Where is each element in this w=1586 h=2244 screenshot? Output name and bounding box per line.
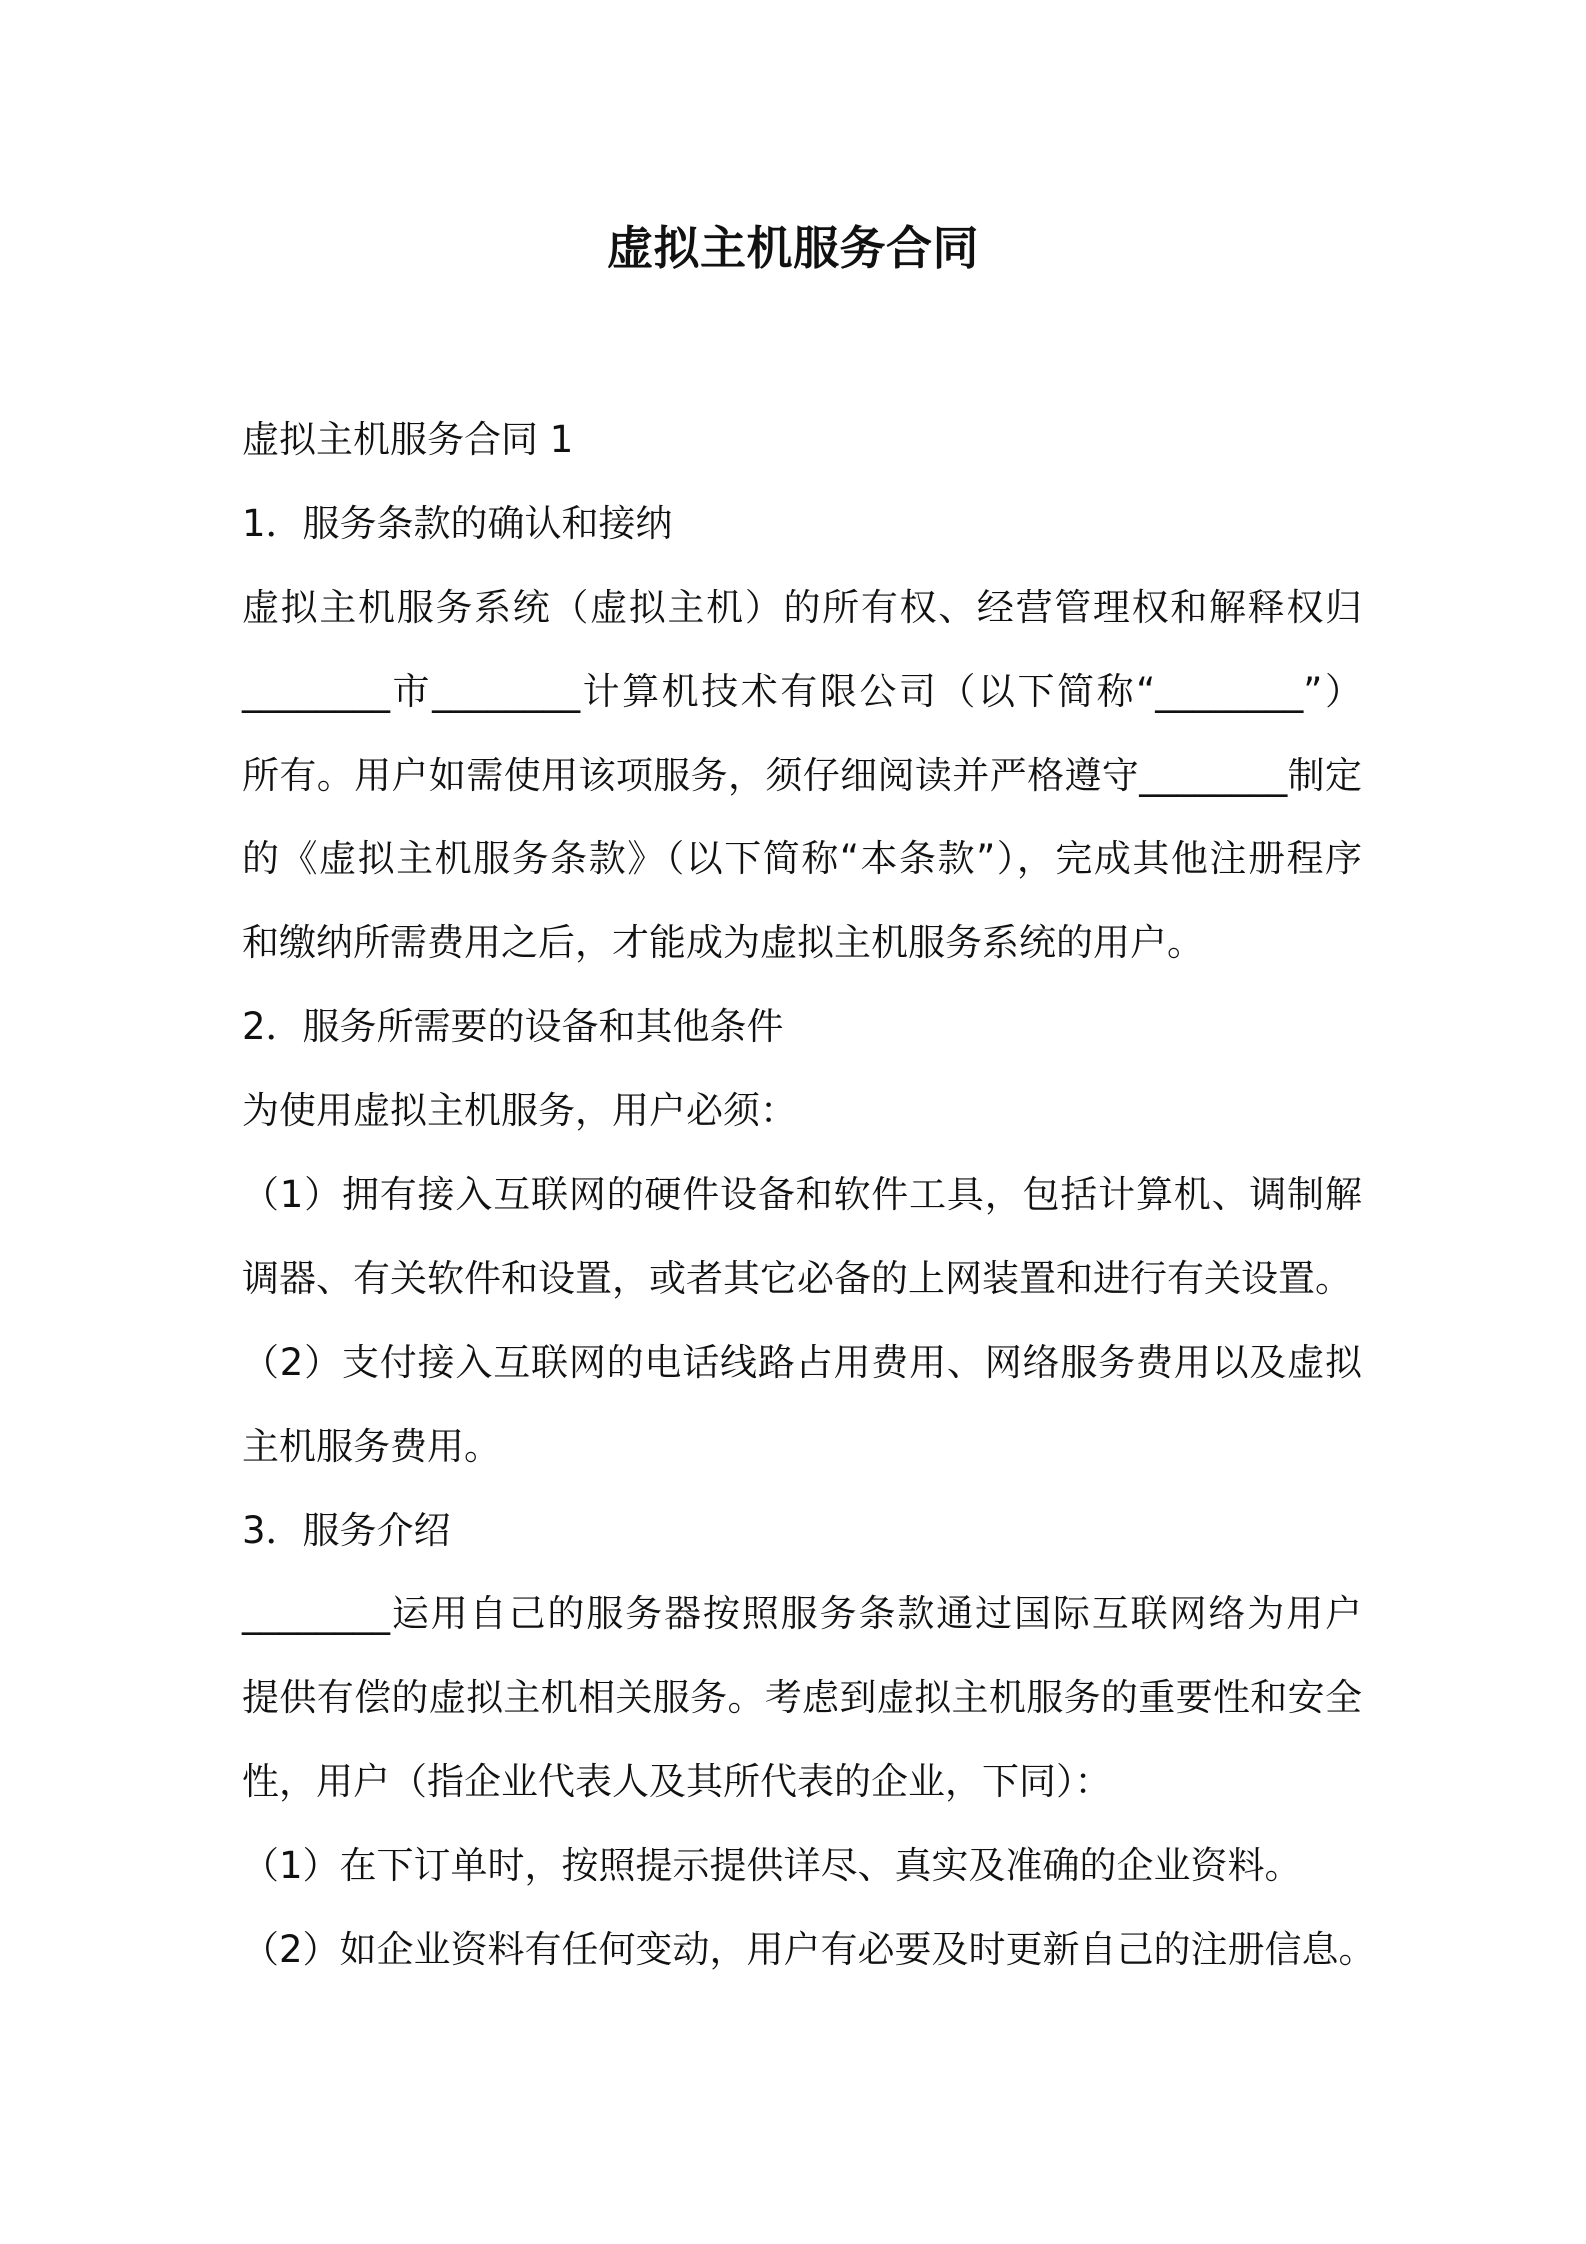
- paragraph-line: 为使用虚拟主机服务，用户必须：: [242, 1089, 797, 1133]
- document-title: 虚拟主机服务合同: [607, 221, 979, 275]
- list-item-line: （2）支付接入互联网的电话线路占用费用、网络服务费用以及虚拟: [242, 1340, 1362, 1384]
- list-item-line: （2）如企业资料有任何变动，用户有必要及时更新自己的注册信息。: [242, 1928, 1376, 1972]
- document-subtitle: 虚拟主机服务合同 1: [242, 418, 574, 461]
- paragraph-line: 和缴纳所需费用之后，才能成为虚拟主机服务系统的用户。: [242, 921, 1204, 965]
- list-item-line: 主机服务费用。: [242, 1424, 501, 1468]
- section-heading: 2．服务所需要的设备和其他条件: [242, 1005, 784, 1049]
- section-heading: 3．服务介绍: [242, 1508, 451, 1552]
- paragraph-line: 的《虚拟主机服务条款》（以下简称“本条款”），完成其他注册程序: [242, 837, 1362, 881]
- section-1: [242, 482, 1362, 985]
- list-item-line: （1）拥有接入互联网的硬件设备和软件工具，包括计算机、调制解: [242, 1173, 1362, 1217]
- paragraph-line: 所有。用户如需使用该项服务，须仔细阅读并严格遵守________制定: [242, 753, 1362, 797]
- list-item-line: 调器、有关软件和设置，或者其它必备的上网装置和进行有关设置。: [242, 1256, 1352, 1300]
- document-body: [242, 398, 1376, 1992]
- paragraph-line: ________市________计算机技术有限公司（以下简称“________”）: [242, 669, 1362, 713]
- paragraph-line: ________运用自己的服务器按照服务条款通过国际互联网络为用户: [242, 1592, 1362, 1636]
- paragraph-line: 虚拟主机服务系统（虚拟主机）的所有权、经营管理权和解释权归: [242, 585, 1362, 629]
- list-item-line: （1）在下订单时，按照提示提供详尽、真实及准确的企业资料。: [242, 1844, 1302, 1888]
- paragraph-line: 提供有偿的虚拟主机相关服务。考虑到虚拟主机服务的重要性和安全: [242, 1676, 1362, 1720]
- section-2: [242, 985, 1362, 1488]
- section-heading: 1．服务条款的确认和接纳: [242, 501, 673, 545]
- paragraph-line: 性，用户（指企业代表人及其所代表的企业，下同）：: [242, 1760, 1112, 1804]
- section-3: [242, 1489, 1376, 1992]
